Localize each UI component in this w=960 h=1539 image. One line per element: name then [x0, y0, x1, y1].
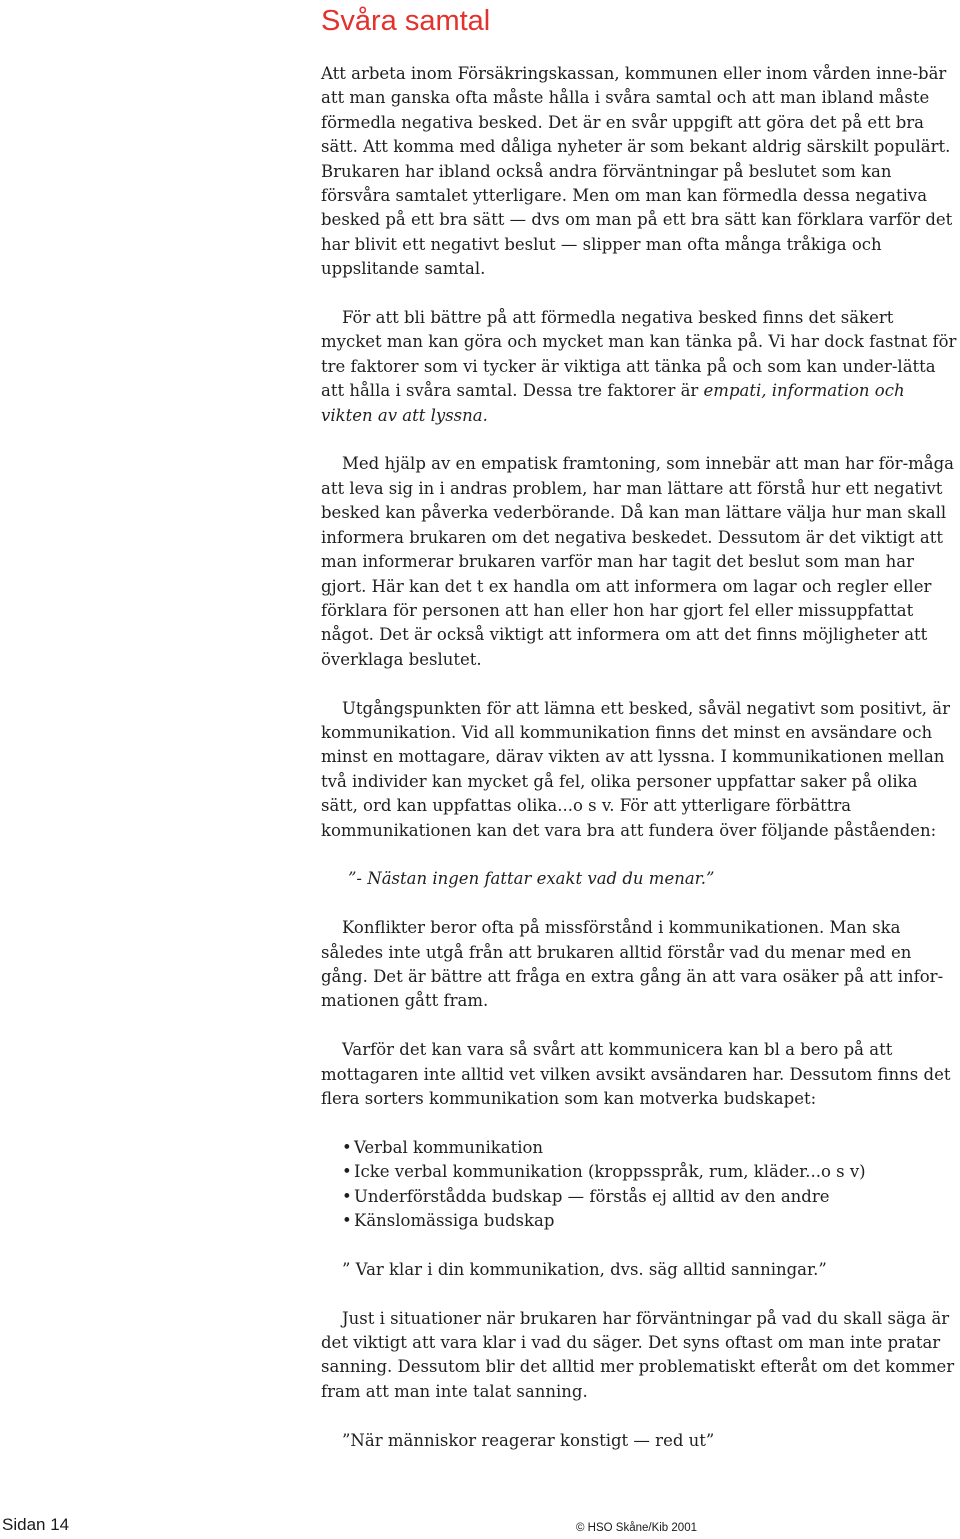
page-number: Sidan 14: [2, 1515, 70, 1534]
list-item: • Icke verbal kommunikation (kroppsspråk, rum, kläder...o s v): [342, 1160, 957, 1184]
paragraph-why-hard: Varför det kan vara så svårt att kommunicera kan bl a bero på att mottagaren inte alltid vet vilken avsikt avsändaren har. Dessutom finns det flera sorters kommunikation som kan motverka budskapet:: [321, 1040, 951, 1108]
copyright-notice: © HSO Skåne/Kib 2001: [576, 1522, 697, 1534]
quote-nobody-understands: [321, 867, 957, 891]
paragraph-communication: Utgångspunkten för att lämna ett besked, såväl negativt som positivt, är kommunikation. Vid all kommunikation finns det minst en avsändare och minst en mottagare, därav vikten av att lyssna. I kommunikationen mellan två individer kan mycket gå fel, olika personer uppfattar saker på olika sätt, ord kan uppfattas olika...o s v. För att ytterligare förbättra kommunikationen kan det vara bra att fundera över följande påståenden:: [321, 698, 951, 840]
paragraph-truth: Just i situationer när brukaren har förväntningar på vad du skall säga är det viktigt att vara klar i vad du säger. Det syns oftast om man inte pratar sanning. Dessutom blir det alltid mer problematiskt efteråt om det kommer fram att man inte talat sanning.: [321, 1308, 955, 1401]
paragraph-empathy: Med hjälp av en empatisk framtoning, som innebär att man har för-måga att leva sig in i andras problem, har man lättare att förstå hur ett negativt besked kan påverka vederbörande. Då kan man lättare välja hur man skall informera brukaren om det negativa beskedet. Dessutom är det viktigt att man informerar brukaren varför man har tagit det beslut som man har gjort. Här kan det t ex handla om att informera om lagar och regler eller förklara för personen att han eller hon har gjort fel eller missuppfattat något. Det är också viktigt att informera om att det finns möjligheter att överklaga beslutet.: [321, 454, 955, 669]
paragraph-factors: [321, 306, 957, 428]
page-title: Svåra samtal: [321, 5, 491, 37]
factors-emphasis: empati, information och vikten av att lyssna.: [321, 381, 905, 425]
quote-sort-it-out: ”När människor reagerar konstigt — red ut”: [342, 1430, 715, 1450]
paragraph-conflicts: Konflikter beror ofta på missförstånd i kommunikationen. Man ska således inte utgå från att brukaren alltid förstår vad du menar med en gång. Det är bättre att fråga en extra gång än att vara osäker på att infor-mationen gått fram.: [321, 918, 944, 1011]
quote-be-clear: ” Var klar i din kommunikation, dvs. säg alltid sanningar.”: [342, 1259, 827, 1279]
list-item: • Verbal kommunikation: [342, 1136, 957, 1160]
paragraph-intro: Att arbeta inom Försäkringskassan, kommunen eller inom vården inne-bär att man ganska ofta måste hålla i svåra samtal och att man ibland måste förmedla negativa besked. Det är en svår uppgift att göra det på ett bra sätt. Att komma med dåliga nyheter är som bekant aldrig särskilt populärt. Brukaren har ibland också andra förväntningar på beslutet som kan försvåra samtalet ytterligare. Men om man kan förmedla dessa negativa besked på ett bra sätt — dvs om man på ett bra sätt kan förklara varför det har blivit ett negativt beslut — slipper man ofta många tråkiga och uppslitande samtal.: [321, 64, 953, 279]
list-item: • Känslomässiga budskap: [342, 1209, 957, 1233]
article-body: [321, 62, 957, 1477]
list-item: • Underförstådda budskap — förstås ej alltid av den andre: [342, 1185, 957, 1209]
quote-text: ”- Nästan ingen fattar exakt vad du menar.”: [348, 869, 715, 889]
communication-types-list: [321, 1136, 957, 1234]
paragraph-factors-text: För att bli bättre på att förmedla negativa besked finns det säkert mycket man kan göra och mycket man kan tänka på. Vi har dock fastnat för tre faktorer som vi tycker är viktiga att tänka på och som kan under-lätta att hålla i svåra samtal. Dessa tre faktorer är: [321, 308, 957, 401]
